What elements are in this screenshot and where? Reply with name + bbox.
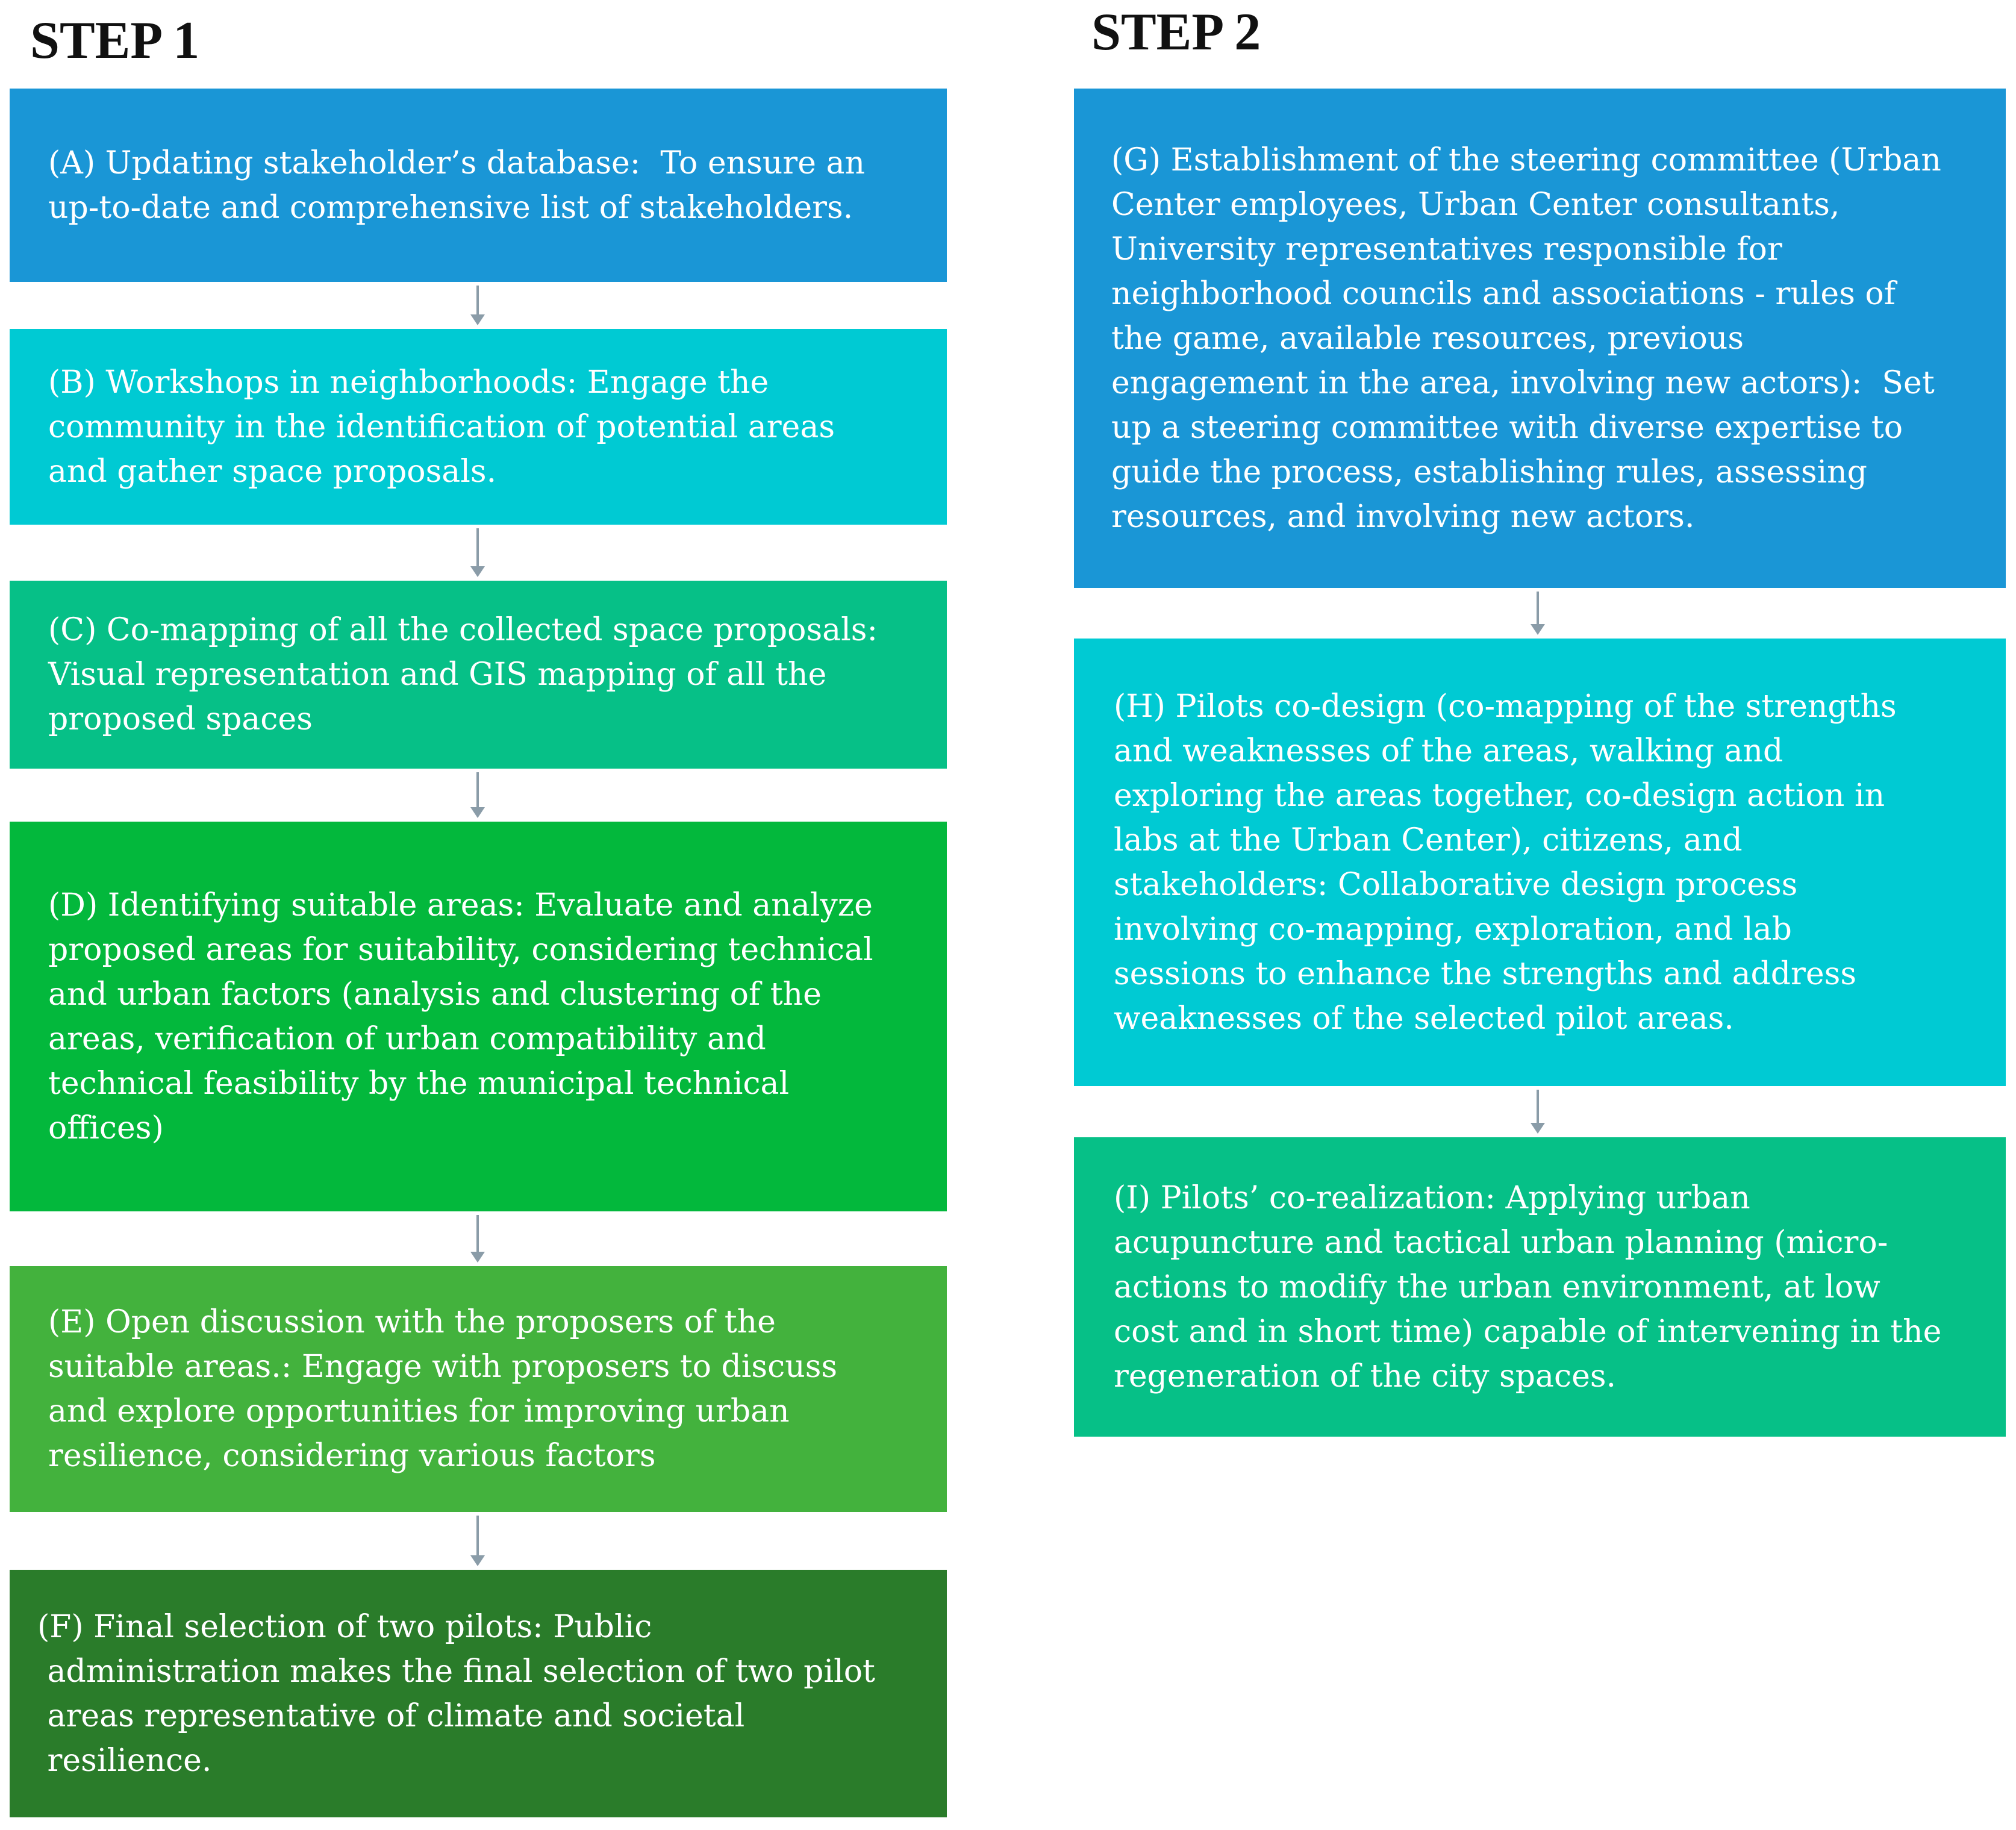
step-box-h-line: weaknesses of the selected pilot areas.: [1114, 1000, 1734, 1037]
step-box-f-line: areas representative of climate and societal: [37, 1697, 745, 1734]
arrow-h-to-i: [1531, 1090, 1545, 1134]
arrow-c-to-d: [470, 772, 485, 818]
step-box-h-line: labs at the Urban Center), citizens, and: [1114, 822, 1743, 858]
step-box-i-line: regeneration of the city spaces.: [1114, 1358, 1617, 1394]
step-box-d-line: technical feasibility by the municipal technical: [48, 1065, 790, 1102]
step-box-e-line: (E) Open discussion with the proposers of the: [48, 1304, 776, 1340]
step-box-g-line: engagement in the area, involving new actors): Set: [1111, 364, 1935, 401]
step-box-g-line: guide the process, establishing rules, assessing: [1111, 454, 1867, 490]
step-box-g: [1074, 89, 2006, 588]
step-box-b-text: [48, 360, 835, 494]
step-box-f-line: administration makes the final selection of two pilot: [37, 1653, 875, 1690]
step-box-e-line: and explore opportunities for improving urban: [48, 1393, 790, 1429]
step-box-g-line: neighborhood councils and associations - rules of: [1111, 275, 1896, 312]
step-box-a-line: up-to-date and comprehensive list of stakeholders.: [48, 189, 854, 226]
step-box-c: [10, 581, 947, 769]
step-box-c-line: proposed spaces: [48, 701, 313, 737]
step-box-g-line: the game, available resources, previous: [1111, 320, 1744, 357]
step-box-h-line: exploring the areas together, co-design action in: [1114, 777, 1885, 814]
step-box-g-text: [1111, 138, 1941, 539]
step-box-d-line: (D) Identifying suitable areas: Evaluate and analyze: [48, 887, 873, 923]
arrow-b-to-c: [470, 528, 485, 577]
step-box-e: [10, 1266, 947, 1512]
step-box-c-line: (C) Co-mapping of all the collected space proposals:: [48, 612, 878, 648]
step-box-d-line: areas, verification of urban compatibility and: [48, 1020, 766, 1057]
step-box-d: [10, 822, 947, 1211]
step-box-h: [1074, 639, 2006, 1086]
step-box-d-line: proposed areas for suitability, considering technical: [48, 931, 873, 968]
step-box-h-line: and weaknesses of the areas, walking and: [1114, 732, 1784, 769]
step-box-h-text: [1114, 684, 1897, 1041]
step-box-c-text: [48, 608, 878, 742]
step-box-e-line: resilience, considering various factors: [48, 1438, 656, 1474]
arrow-d-to-e: [470, 1215, 485, 1263]
step-box-e-line: suitable areas.: Engage with proposers to discuss: [48, 1349, 838, 1385]
step-box-h-line: sessions to enhance the strengths and address: [1114, 955, 1857, 992]
step-box-i-line: acupuncture and tactical urban planning (micro-: [1114, 1224, 1888, 1261]
step-box-i-line: cost and in short time) capable of intervening in the: [1114, 1313, 1942, 1350]
step-box-f: [10, 1570, 947, 1817]
step-box-i: [1074, 1137, 2006, 1437]
step-1-heading: STEP 1: [30, 11, 200, 70]
step-2-heading: STEP 2: [1091, 3, 1261, 61]
step-box-i-line: (I) Pilots’ co-realization: Applying urban: [1114, 1179, 1750, 1216]
step-box-h-line: involving co-mapping, exploration, and lab: [1114, 911, 1792, 948]
step-box-d-line: offices): [48, 1110, 164, 1146]
step-box-b-line: community in the identification of potential areas: [48, 408, 835, 445]
arrow-g-to-h: [1531, 592, 1545, 635]
step-box-b-line: and gather space proposals.: [48, 453, 497, 490]
step-box-h-line: (H) Pilots co-design (co-mapping of the strengths: [1114, 688, 1897, 725]
step-box-d-line: and urban factors (analysis and clustering of the: [48, 976, 822, 1013]
step-box-g-line: Center employees, Urban Center consultants,: [1111, 186, 1840, 223]
step-box-g-line: (G) Establishment of the steering committee (Urban: [1111, 142, 1941, 178]
step-box-i-line: actions to modify the urban environment, at low: [1114, 1269, 1880, 1305]
step-box-h-line: stakeholders: Collaborative design process: [1114, 866, 1798, 903]
step-box-c-line: Visual representation and GIS mapping of all the: [48, 657, 827, 693]
step-box-a: [10, 89, 947, 282]
step-box-f-text: [37, 1605, 875, 1783]
arrow-a-to-b: [470, 286, 485, 325]
step-box-a-text: [48, 141, 865, 230]
step-box-a-line: (A) Updating stakeholder’s database: To ensure an: [48, 145, 865, 181]
step-box-d-text: [48, 883, 873, 1151]
step-box-e-text: [48, 1300, 837, 1478]
step-box-b-line: (B) Workshops in neighborhoods: Engage the: [48, 364, 769, 401]
step-box-g-line: up a steering committee with diverse expertise to: [1111, 409, 1903, 446]
step-box-f-line: resilience.: [37, 1742, 212, 1779]
arrow-e-to-f: [470, 1516, 485, 1566]
step-box-g-line: University representatives responsible for: [1111, 231, 1782, 267]
step-box-b: [10, 329, 947, 525]
step-box-f-line: (F) Final selection of two pilots: Public: [37, 1608, 652, 1645]
step-box-g-line: resources, and involving new actors.: [1111, 498, 1695, 535]
step-box-i-text: [1114, 1176, 1941, 1399]
